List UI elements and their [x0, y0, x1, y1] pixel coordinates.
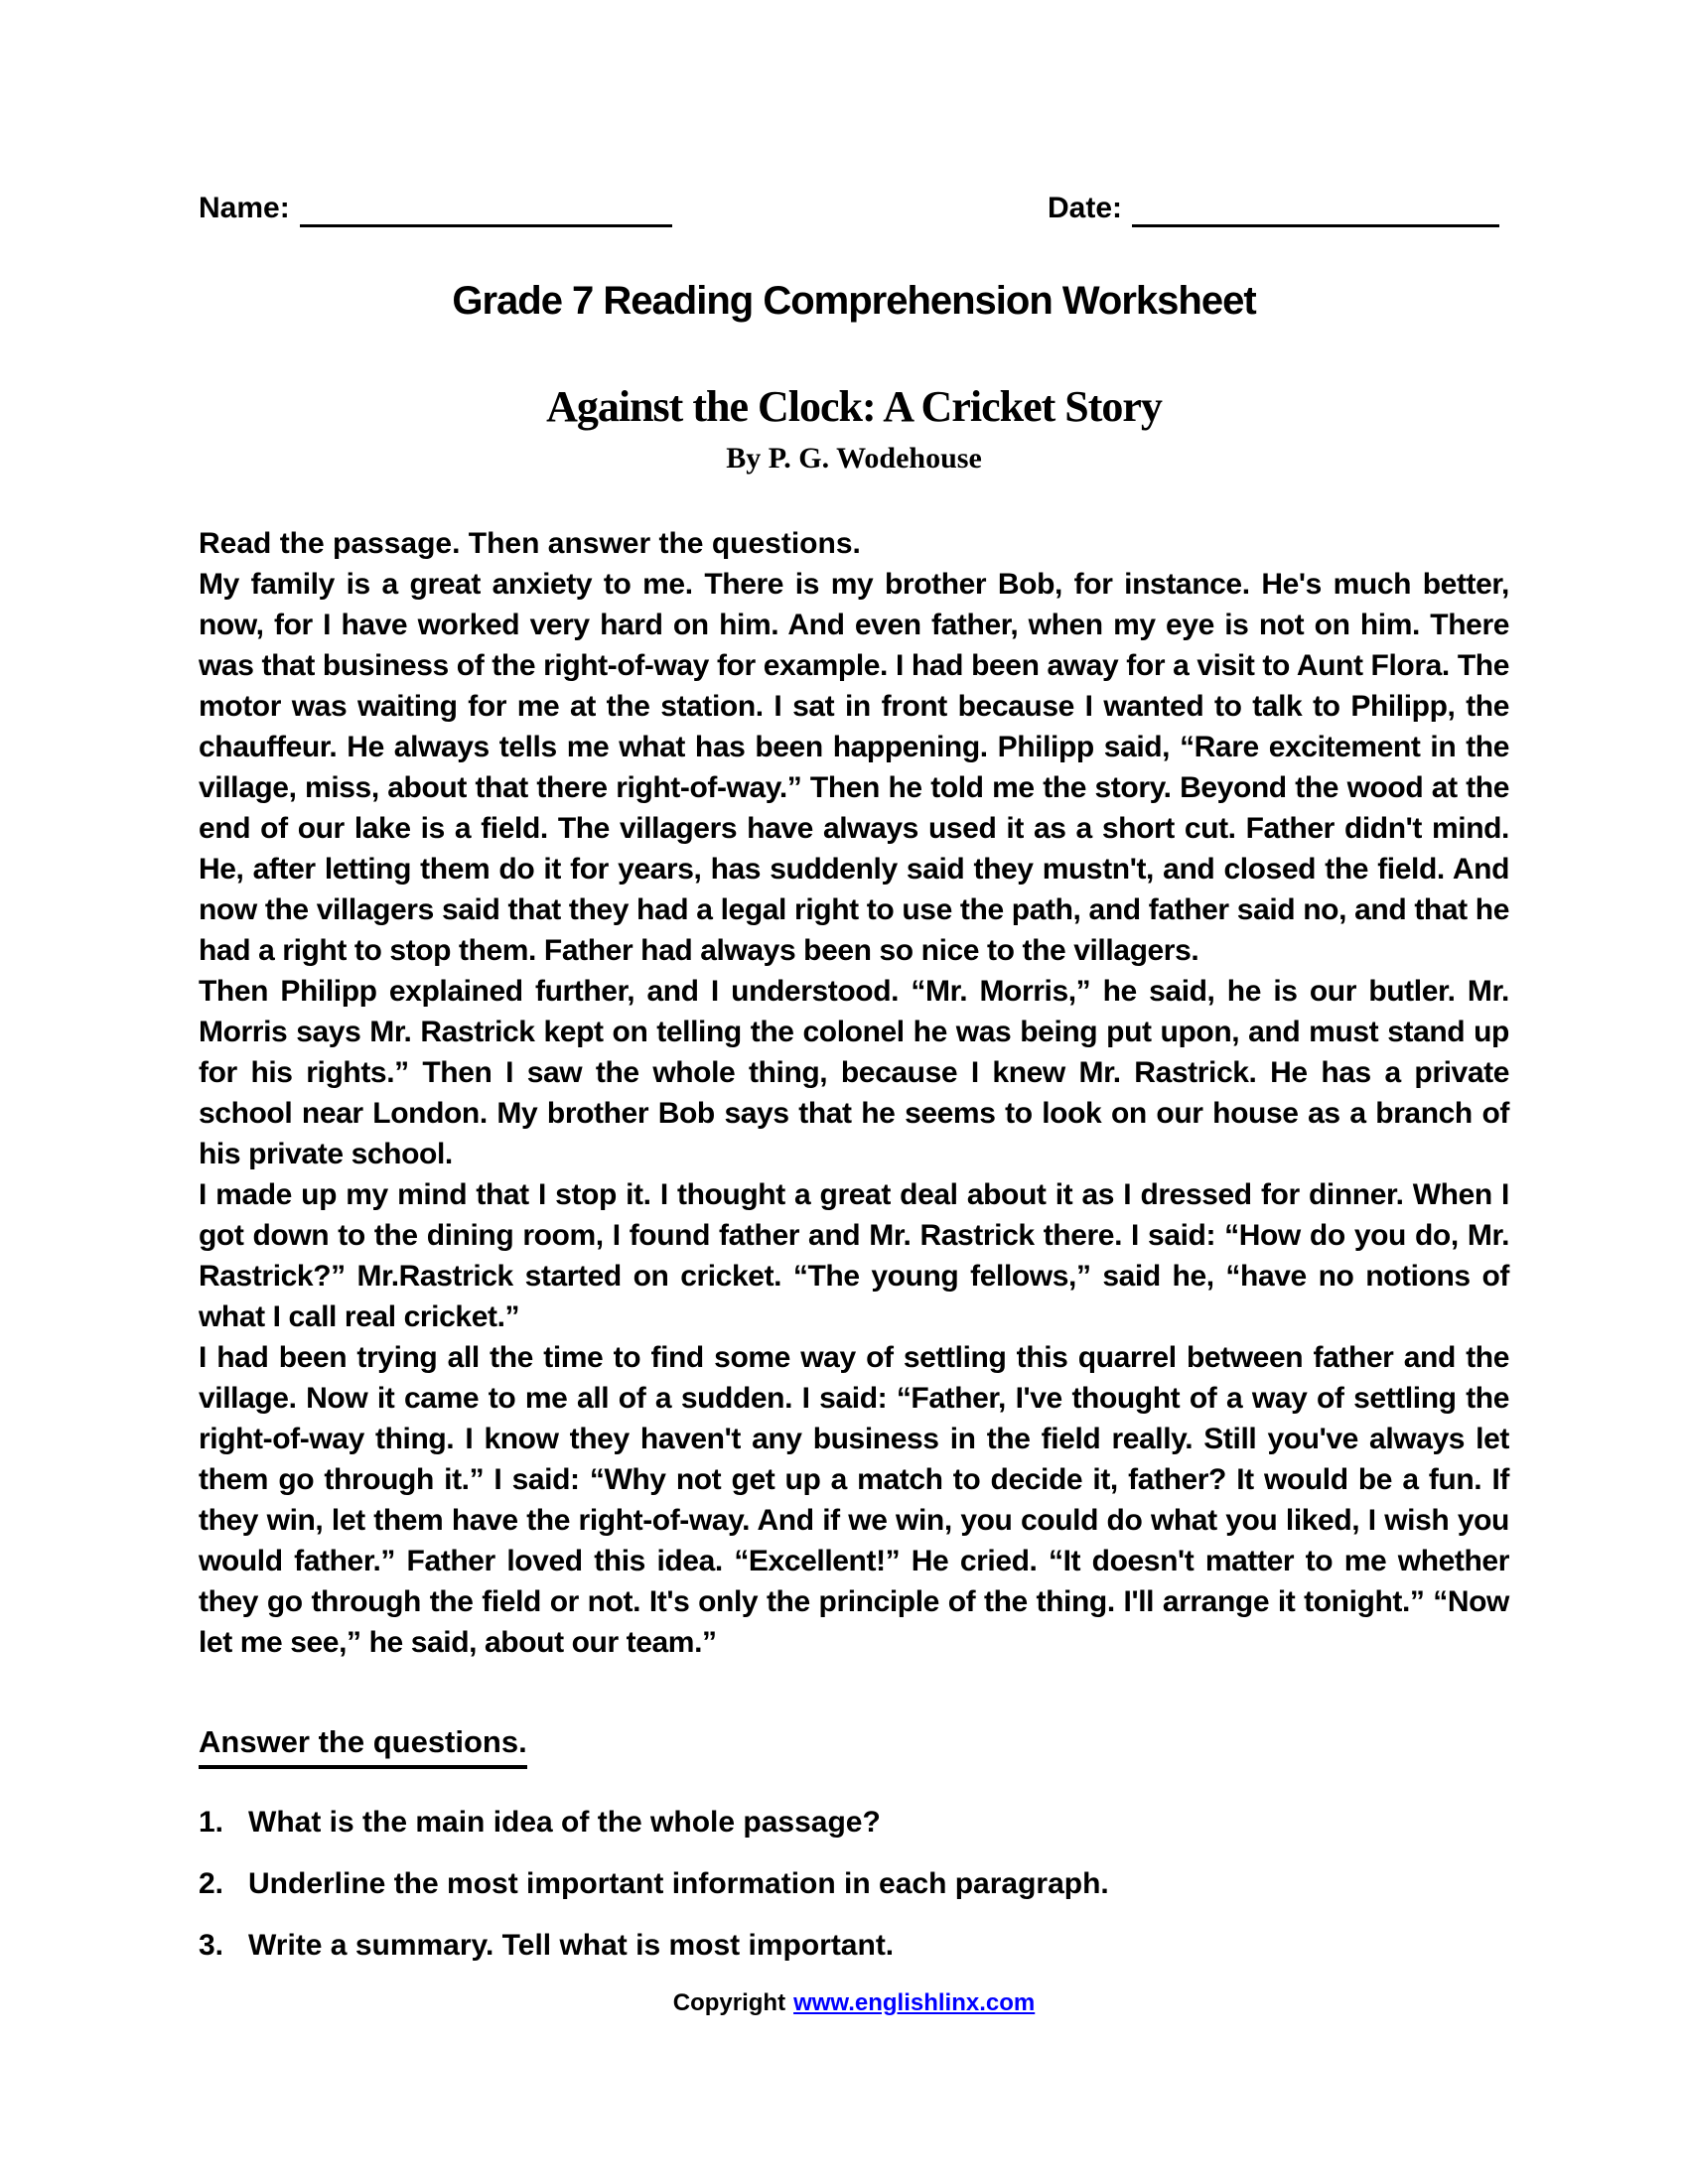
- answer-section-heading: Answer the questions.: [199, 1724, 527, 1769]
- passage-instructions: Read the passage. Then answer the questions.: [199, 527, 861, 560]
- footer: [199, 1989, 1509, 2017]
- question-text: Underline the most important information in each paragraph.: [248, 1867, 1109, 1900]
- answer-heading-wrap: [199, 1724, 1509, 1769]
- worksheet-title: Grade 7 Reading Comprehension Worksheet: [452, 279, 1256, 323]
- name-field-group: [199, 194, 672, 227]
- question-item-1: [199, 1805, 1509, 1841]
- question-item-3: [199, 1928, 1509, 1964]
- name-label: Name:: [199, 192, 290, 224]
- header-row: [199, 194, 1509, 227]
- questions-list: [199, 1805, 1509, 1964]
- name-input-line[interactable]: [300, 194, 672, 227]
- question-number: 1.: [199, 1806, 224, 1839]
- passage-paragraph-2: Then Philipp explained further, and I understood. “Mr. Morris,” he said, he is our butler. Mr. Morris says Mr. Rastrick kept on telling the colonel he was being put upon, and must stand up for his rights.” Then I saw the whole thing, because I knew Mr. Rastrick. He has a private school near London. My brother Bob says that he seems to look on our house as a branch of his private school.: [199, 975, 1509, 1170]
- date-label: Date:: [1047, 192, 1122, 224]
- question-text: Write a summary. Tell what is most important.: [248, 1929, 895, 1962]
- passage-paragraph-3: I made up my mind that I stop it. I thought a great deal about it as I dressed for dinner. When I got down to the dining room, I found father and Mr. Rastrick there. I said: “How do you do, Mr. Rastrick?” Mr.Rastrick started on cricket. “The young fellows,” said he, “have no notions of what I call real cricket.”: [199, 1178, 1509, 1333]
- story-byline: By P. G. Wodehouse: [726, 442, 982, 475]
- copyright-label: Copyright: [672, 1989, 786, 2016]
- englishlinx-link[interactable]: www.englishlinx.com: [793, 1989, 1036, 2016]
- passage: [199, 564, 1509, 1663]
- question-number: 2.: [199, 1867, 224, 1900]
- date-field-group: [1048, 194, 1499, 227]
- passage-paragraph-1: My family is a great anxiety to me. There is my brother Bob, for instance. He's much better, now, for I have worked very hard on him. And even father, when my eye is not on him. There was that business of the right-of-way for example. I had been away for a visit to Aunt Flora. The motor was waiting for me at the station. I sat in front because I wanted to talk to Philipp, the chauffeur. He always tells me what has been happening. Philipp said, “Rare excitement in the village, miss, about that there right-of-way.” Then he told me the story. Beyond the wood at the end of our lake is a field. The villagers have always used it as a short cut. Father didn't mind. He, after letting them do it for years, has suddenly said they mustn't, and closed the field. And now the villagers said that they had a legal right to use the path, and father said no, and that he had a right to stop them. Father had always been so nice to the villagers.: [199, 568, 1509, 967]
- question-number: 3.: [199, 1929, 224, 1962]
- passage-paragraph-4: I had been trying all the time to find some way of settling this quarrel between father and the village. Now it came to me all of a sudden. I said: “Father, I've thought of a way of settling the right-of-way thing. I know they haven't any business in the field really. Still you've always let them go through it.” I said: “Why not get up a match to decide it, father? It would be a fun. If they win, let them have the right-of-way. And if we win, you could do what you liked, I wish you would father.” Father loved this idea. “Excellent!” He cried. “It doesn't matter to me whether they go through the field or not. It's only the principle of the thing. I'll arrange it tonight.” “Now let me see,” he said, about our team.”: [199, 1341, 1509, 1659]
- question-text: What is the main idea of the whole passage?: [248, 1806, 881, 1839]
- date-input-line[interactable]: [1132, 194, 1499, 227]
- story-title: Against the Clock: A Cricket Story: [546, 382, 1162, 431]
- question-item-2: [199, 1866, 1509, 1902]
